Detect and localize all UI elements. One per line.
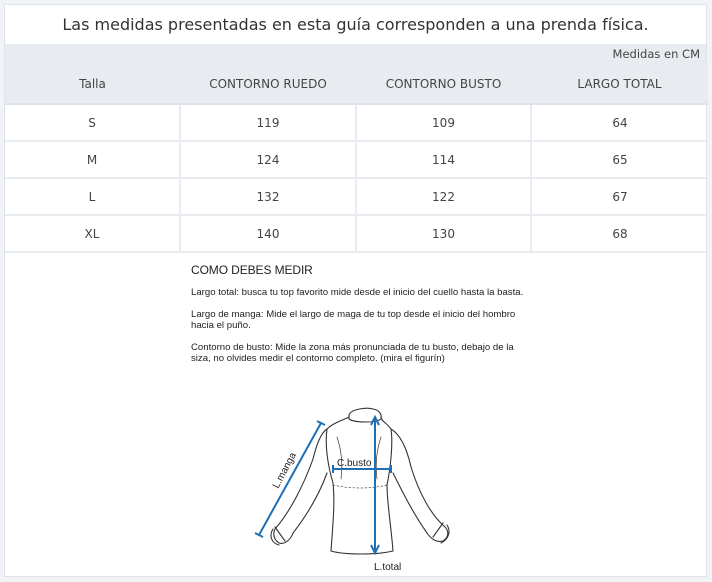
header-contorno-busto: CONTORNO BUSTO [356,64,531,104]
measuring-guide [191,263,531,375]
cell-contorno-ruedo: 124 [180,141,356,178]
header-largo-total: LARGO TOTAL [531,64,708,104]
cell-contorno-busto: 114 [356,141,531,178]
table-header-row [5,64,708,104]
cell-size: L [5,178,180,215]
sleeve-measure-line [255,421,325,537]
cell-contorno-ruedo: 140 [180,215,356,252]
cell-size: XL [5,215,180,252]
garment-sketch [241,403,481,578]
total-label: L.total [374,562,402,573]
table-row [5,141,708,178]
header-talla: Talla [5,64,180,104]
cell-contorno-busto: 122 [356,178,531,215]
bust-label: C.busto [337,458,372,469]
units-note: Medidas en CM [5,44,706,64]
cell-size: S [5,104,180,141]
table-row [5,215,708,252]
top-outline-icon [271,408,449,554]
cell-contorno-ruedo: 132 [180,178,356,215]
cell-largo-total: 67 [531,178,708,215]
cell-contorno-busto: 130 [356,215,531,252]
cell-largo-total: 65 [531,141,708,178]
table-row [5,104,708,141]
cell-contorno-ruedo: 119 [180,104,356,141]
size-guide-panel [4,4,707,577]
header-contorno-ruedo: CONTORNO RUEDO [180,64,356,104]
guide-contorno-busto: Contorno de busto: Mide la zona más pronunciada de tu busto, debajo de la siza, no olvides medir el contorno completo. (mira el figurín) [191,342,514,364]
guide-title: COMO DEBES MEDIR [191,263,313,277]
cell-largo-total: 68 [531,215,708,252]
size-table [5,64,708,253]
cell-size: M [5,141,180,178]
guide-largo-manga: Largo de manga: Mide el largo de maga de tu top desde el inicio del hombro hacia el puño. [191,309,516,331]
sleeve-label: L.manga [270,450,299,491]
intro-text: Las medidas presentadas en esta guía corresponden a una prenda física. [5,5,706,44]
cell-contorno-busto: 109 [356,104,531,141]
guide-largo-total: Largo total: busca tu top favorito mide desde el inicio del cuello hasta la basta. [191,287,524,298]
total-length-line [371,417,379,553]
table-row [5,178,708,215]
cell-largo-total: 64 [531,104,708,141]
